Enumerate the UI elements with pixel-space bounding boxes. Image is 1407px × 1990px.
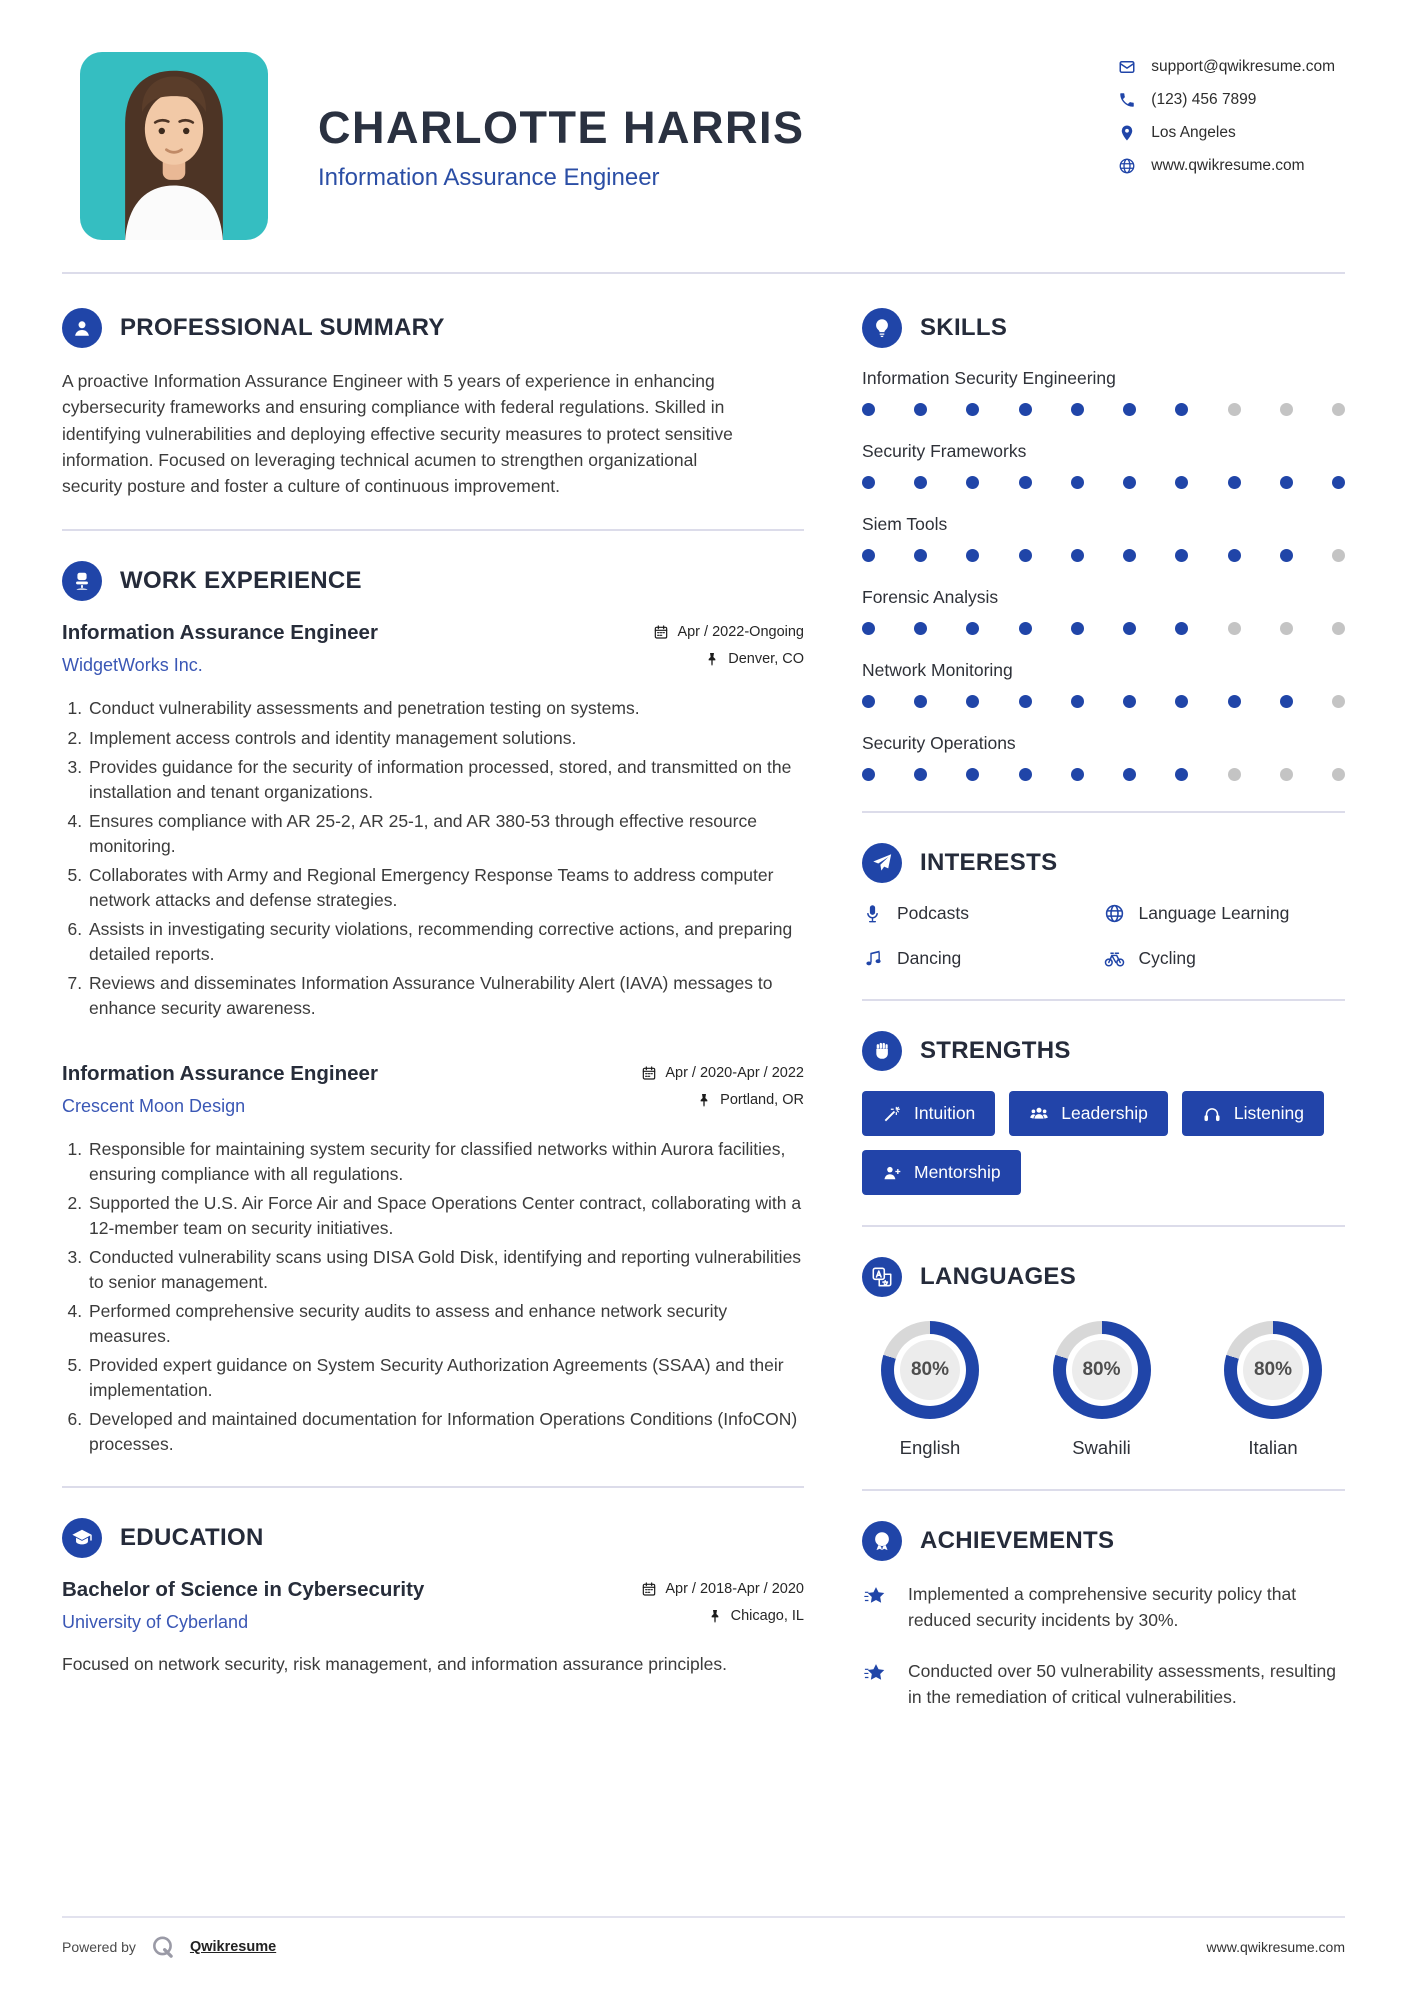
skill-dot-filled <box>862 403 875 416</box>
location-icon <box>1118 124 1136 142</box>
skill-dots <box>862 476 1345 489</box>
job-bullet: 5. Collaborates with Army and Regional Emergency Response Teams to address computer network attacks and defense strategies. <box>87 863 804 912</box>
email-icon <box>1118 58 1136 76</box>
skill-dot-filled <box>1019 549 1032 562</box>
skill-dot-empty <box>1332 768 1345 781</box>
work-icon <box>62 561 102 601</box>
page-footer <box>62 1916 1345 1990</box>
skill-dot-filled <box>966 768 979 781</box>
skill-dot-filled <box>862 622 875 635</box>
calendar-icon <box>641 1065 657 1081</box>
lightbulb-icon <box>862 308 902 348</box>
skills-section <box>862 308 1345 781</box>
work-section <box>62 561 804 1456</box>
job-bullet: 6. Assists in investigating security violations, recommending corrective actions, and preparing detailed reports. <box>87 917 804 966</box>
skill-dot-filled <box>914 403 927 416</box>
job-dates: Apr / 2020-Apr / 2022 <box>665 1065 804 1082</box>
job-location: Denver, CO <box>728 651 804 668</box>
skill-row <box>862 587 1345 635</box>
skill-dot-empty <box>1332 622 1345 635</box>
job-location: Portland, OR <box>720 1092 804 1109</box>
skill-dot-filled <box>1175 549 1188 562</box>
summary-heading-text: PROFESSIONAL SUMMARY <box>120 314 445 341</box>
skill-dots <box>862 549 1345 562</box>
skill-dot-filled <box>1123 476 1136 489</box>
strength-label: Mentorship <box>914 1162 1001 1182</box>
skill-dot-empty <box>1332 403 1345 416</box>
donut-hole <box>894 1334 966 1406</box>
education-location: Chicago, IL <box>730 1608 804 1625</box>
medal-icon <box>862 1521 902 1561</box>
globe-icon <box>1118 157 1136 175</box>
skill-dot-filled <box>1332 476 1345 489</box>
strength-tag <box>862 1150 1021 1195</box>
skill-dot-empty <box>1280 403 1293 416</box>
skill-dot-filled <box>914 549 927 562</box>
skill-dot-filled <box>966 695 979 708</box>
education-description: Focused on network security, risk management, and information assurance principles. <box>62 1654 727 1675</box>
summary-section <box>62 308 804 499</box>
achievements-section <box>862 1521 1345 1710</box>
skill-dot-filled <box>1071 768 1084 781</box>
skill-dot-filled <box>1228 476 1241 489</box>
language-name: Italian <box>1248 1437 1298 1458</box>
qwikresume-link[interactable]: Qwikresume <box>189 1939 277 1955</box>
job-bullet: 3. Conducted vulnerability scans using DISA Gold Disk, identifying and reporting vulnerabilities to senior management. <box>87 1245 804 1294</box>
skill-dot-filled <box>966 549 979 562</box>
pushpin-icon <box>704 651 720 667</box>
section-divider <box>862 1225 1345 1227</box>
strengths-heading <box>862 1031 1345 1071</box>
languages-heading <box>862 1257 1345 1297</box>
skill-dots <box>862 695 1345 708</box>
person-plus-icon <box>882 1163 902 1183</box>
strengths-list <box>862 1091 1345 1195</box>
interest-item <box>1104 948 1346 969</box>
interest-item <box>862 903 1104 924</box>
skill-dot-empty <box>1280 622 1293 635</box>
skill-row <box>862 441 1345 489</box>
graduation-icon <box>62 1518 102 1558</box>
skill-dot-filled <box>1280 476 1293 489</box>
achievements-heading-text: ACHIEVEMENTS <box>920 1527 1115 1554</box>
skill-dot-filled <box>1019 403 1032 416</box>
skill-name: Forensic Analysis <box>862 587 999 607</box>
strengths-heading-text: STRENGTHS <box>920 1037 1071 1064</box>
skill-dot-filled <box>1123 403 1136 416</box>
bicycle-icon <box>1104 948 1125 969</box>
achievements-heading <box>862 1521 1345 1561</box>
calendar-icon <box>653 624 669 640</box>
skill-dot-filled <box>914 476 927 489</box>
skill-dot-filled <box>1123 622 1136 635</box>
interest-label: Language Learning <box>1138 903 1290 923</box>
skill-dots <box>862 622 1345 635</box>
skill-dot-empty <box>1228 768 1241 781</box>
right-column <box>862 308 1345 1734</box>
work-heading-text: WORK EXPERIENCE <box>120 567 362 595</box>
skill-row <box>862 660 1345 708</box>
job-title: Information Assurance Engineer <box>62 1062 378 1086</box>
microphone-icon <box>862 903 883 924</box>
contact-item <box>1118 58 1335 76</box>
strength-tag <box>862 1091 995 1136</box>
star-badge-icon <box>862 1581 892 1611</box>
skill-dot-filled <box>966 476 979 489</box>
skill-name: Information Security Engineering <box>862 368 1116 388</box>
interest-label: Cycling <box>1138 948 1196 968</box>
language-donut <box>1053 1321 1151 1419</box>
phone-icon <box>1118 91 1136 109</box>
job-bullet: 6. Developed and maintained documentation for Information Operations Conditions (InfoCON) processes. <box>87 1407 804 1456</box>
skill-dot-filled <box>1175 768 1188 781</box>
skill-name: Siem Tools <box>862 514 948 534</box>
language-donut <box>881 1321 979 1419</box>
contact-text: support@qwikresume.com <box>1151 58 1335 75</box>
skill-dot-filled <box>1280 695 1293 708</box>
skill-row <box>862 368 1345 416</box>
footer-website: www.qwikresume.com <box>1206 1939 1345 1955</box>
contact-item <box>1118 91 1335 109</box>
skill-row <box>862 733 1345 781</box>
skill-dot-filled <box>1175 695 1188 708</box>
skill-dot-empty <box>1332 549 1345 562</box>
skill-dot-filled <box>1123 695 1136 708</box>
interests-section <box>862 843 1345 969</box>
job-dates: Apr / 2022-Ongoing <box>677 624 804 641</box>
skill-dot-filled <box>1071 549 1084 562</box>
fist-icon <box>862 1031 902 1071</box>
section-divider <box>862 999 1345 1001</box>
language-donut <box>1224 1321 1322 1419</box>
skill-dot-filled <box>1175 622 1188 635</box>
skill-dot-filled <box>966 403 979 416</box>
language-item <box>1207 1321 1339 1459</box>
interests-list <box>862 903 1345 969</box>
job-bullet: 1. Responsible for maintaining system security for classified networks within Aurora facilities, ensuring compliance with all regulations. <box>87 1137 804 1186</box>
job-entry <box>62 621 804 1020</box>
skill-dot-empty <box>1228 622 1241 635</box>
job-bullet: 2. Supported the U.S. Air Force Air and Space Operations Center contract, collaborating with a 12-member team on security initiatives. <box>87 1191 804 1240</box>
job-bullet: 4. Ensures compliance with AR 25-2, AR 25-1, and AR 380-53 through effective resource monitoring. <box>87 809 804 858</box>
donut-core <box>900 1340 960 1400</box>
job-bullets <box>62 696 804 1020</box>
pushpin-icon <box>707 1608 723 1624</box>
skill-dot-filled <box>1019 695 1032 708</box>
content-columns <box>62 308 1345 1734</box>
section-divider <box>862 811 1345 813</box>
section-divider <box>62 1486 804 1488</box>
calendar-icon <box>641 1581 657 1597</box>
language-name: Swahili <box>1072 1437 1131 1458</box>
donut-hole <box>1066 1334 1138 1406</box>
donut-core <box>1243 1340 1303 1400</box>
skill-dot-empty <box>1332 695 1345 708</box>
donut-hole <box>1237 1334 1309 1406</box>
job-company: WidgetWorks Inc. <box>62 655 203 676</box>
work-heading <box>62 561 804 601</box>
interest-label: Podcasts <box>897 903 969 923</box>
job-bullet: 4. Performed comprehensive security audits to assess and enhance network security measures. <box>87 1299 804 1348</box>
job-bullet: 1. Conduct vulnerability assessments and penetration testing on systems. <box>87 696 804 721</box>
skills-list <box>862 368 1345 781</box>
skill-dots <box>862 768 1345 781</box>
skill-dots <box>862 403 1345 416</box>
skill-dot-filled <box>966 622 979 635</box>
paper-plane-icon <box>862 843 902 883</box>
education-school: University of Cyberland <box>62 1612 249 1633</box>
achievements-list <box>862 1581 1345 1710</box>
languages-heading-text: LANGUAGES <box>920 1263 1077 1290</box>
skill-dot-filled <box>1019 476 1032 489</box>
skill-dot-filled <box>914 768 927 781</box>
donut-core <box>1072 1340 1132 1400</box>
strength-tag <box>1182 1091 1324 1136</box>
skill-dot-empty <box>1228 403 1241 416</box>
powered-by-label: Powered by <box>62 1939 136 1955</box>
job-bullet: 2. Implement access controls and identity management solutions. <box>87 726 804 751</box>
language-percent: 80% <box>1082 1359 1121 1380</box>
skill-dot-filled <box>1071 622 1084 635</box>
skills-heading-text: SKILLS <box>920 314 1008 341</box>
skills-heading <box>862 308 1345 348</box>
language-name: English <box>899 1437 961 1458</box>
star-badge-icon <box>862 1658 892 1688</box>
qwikresume-logo-icon <box>150 1934 176 1960</box>
contact-item <box>1118 157 1335 175</box>
skill-name: Security Frameworks <box>862 441 1027 461</box>
interest-label: Dancing <box>897 948 962 968</box>
person-title: Information Assurance Engineer <box>318 164 660 191</box>
job-bullets <box>62 1137 804 1456</box>
skill-row <box>862 514 1345 562</box>
job-title: Information Assurance Engineer <box>62 621 378 645</box>
achievement-item <box>862 1658 1345 1711</box>
skill-dot-filled <box>1175 476 1188 489</box>
avatar-illustration <box>80 52 268 240</box>
section-divider <box>862 1489 1345 1491</box>
contact-list <box>1118 52 1345 175</box>
education-section <box>62 1518 804 1677</box>
globe-icon <box>1104 903 1125 924</box>
skill-dot-filled <box>862 768 875 781</box>
language-percent: 80% <box>910 1359 950 1380</box>
profile-photo <box>80 52 268 240</box>
interests-heading <box>862 843 1345 883</box>
skill-dot-filled <box>862 695 875 708</box>
education-entry <box>62 1578 804 1633</box>
achievement-item <box>862 1581 1345 1634</box>
summary-text: A proactive Information Assurance Engineer with 5 years of experience in enhancing cybersecurity frameworks and ensuring compliance with federal regulations. Skilled in identifying vulnerabilities and deploying effective security measures to protect sensitive information. Focused on leveraging technical acumen to strengthen organizational security posture and foster a culture of continuous improvement. <box>62 371 733 496</box>
person-name: CHARLOTTE HARRIS <box>318 102 805 153</box>
contact-text: www.qwikresume.com <box>1151 157 1305 174</box>
skill-dot-empty <box>1280 768 1293 781</box>
magic-wand-icon <box>882 1104 902 1124</box>
identity-block <box>318 52 804 192</box>
header-divider <box>62 272 1345 274</box>
education-heading <box>62 1518 804 1558</box>
language-item <box>1036 1321 1168 1459</box>
education-dates: Apr / 2018-Apr / 2020 <box>665 1581 804 1598</box>
skill-dot-filled <box>1228 695 1241 708</box>
achievement-text: Implemented a comprehensive security policy that reduced security incidents by 30%. <box>908 1584 1297 1631</box>
interest-item <box>862 948 1104 969</box>
users-icon <box>1029 1104 1049 1124</box>
headphones-icon <box>1202 1104 1222 1124</box>
skill-dot-filled <box>1175 403 1188 416</box>
strengths-section <box>862 1031 1345 1195</box>
language-percent: 80% <box>1253 1359 1293 1380</box>
person-icon <box>62 308 102 348</box>
interest-item <box>1104 903 1346 924</box>
skill-dot-filled <box>862 476 875 489</box>
resume-header <box>62 52 1345 240</box>
contact-text: Los Angeles <box>1151 124 1236 141</box>
skill-dot-filled <box>1019 622 1032 635</box>
skill-dot-filled <box>914 695 927 708</box>
achievement-text: Conducted over 50 vulnerability assessments, resulting in the remediation of critical vulnerabilities. <box>908 1660 1336 1707</box>
job-company: Crescent Moon Design <box>62 1096 246 1117</box>
skill-name: Security Operations <box>862 733 1016 753</box>
education-degree: Bachelor of Science in Cybersecurity <box>62 1578 425 1602</box>
strength-label: Listening <box>1233 1103 1304 1123</box>
skill-dot-filled <box>1019 768 1032 781</box>
skill-dot-filled <box>1123 768 1136 781</box>
skill-dot-filled <box>1123 549 1136 562</box>
skill-dot-filled <box>1228 549 1241 562</box>
job-bullet: 3. Provides guidance for the security of information processed, stored, and transmitted on the installation and tenant organizations. <box>87 755 804 804</box>
skill-dot-filled <box>1071 476 1084 489</box>
languages-list <box>862 1317 1345 1459</box>
languages-section <box>862 1257 1345 1459</box>
left-column <box>62 308 804 1678</box>
job-entry <box>62 1062 804 1456</box>
strength-label: Intuition <box>914 1103 976 1123</box>
language-item <box>864 1321 996 1459</box>
strength-label: Leadership <box>1061 1103 1148 1123</box>
job-bullet: 7. Reviews and disseminates Information Assurance Vulnerability Alert (IAVA) messages to enhance security awareness. <box>87 971 804 1020</box>
contact-item <box>1118 124 1335 142</box>
translate-icon <box>862 1257 902 1297</box>
skill-dot-filled <box>914 622 927 635</box>
skill-dot-filled <box>1280 549 1293 562</box>
skill-name: Network Monitoring <box>862 660 1013 680</box>
education-heading-text: EDUCATION <box>120 1524 264 1552</box>
strength-tag <box>1009 1091 1168 1136</box>
job-bullet: 5. Provided expert guidance on System Security Authorization Agreements (SSAA) and their implementation. <box>87 1353 804 1402</box>
interests-heading-text: INTERESTS <box>920 849 1058 876</box>
skill-dot-filled <box>862 549 875 562</box>
contact-text: (123) 456 7899 <box>1151 91 1257 108</box>
skill-dot-filled <box>1071 695 1084 708</box>
summary-heading <box>62 308 804 348</box>
section-divider <box>62 529 804 531</box>
pushpin-icon <box>696 1092 712 1108</box>
skill-dot-filled <box>1071 403 1084 416</box>
music-note-icon <box>862 948 883 969</box>
jobs-list <box>62 621 804 1456</box>
